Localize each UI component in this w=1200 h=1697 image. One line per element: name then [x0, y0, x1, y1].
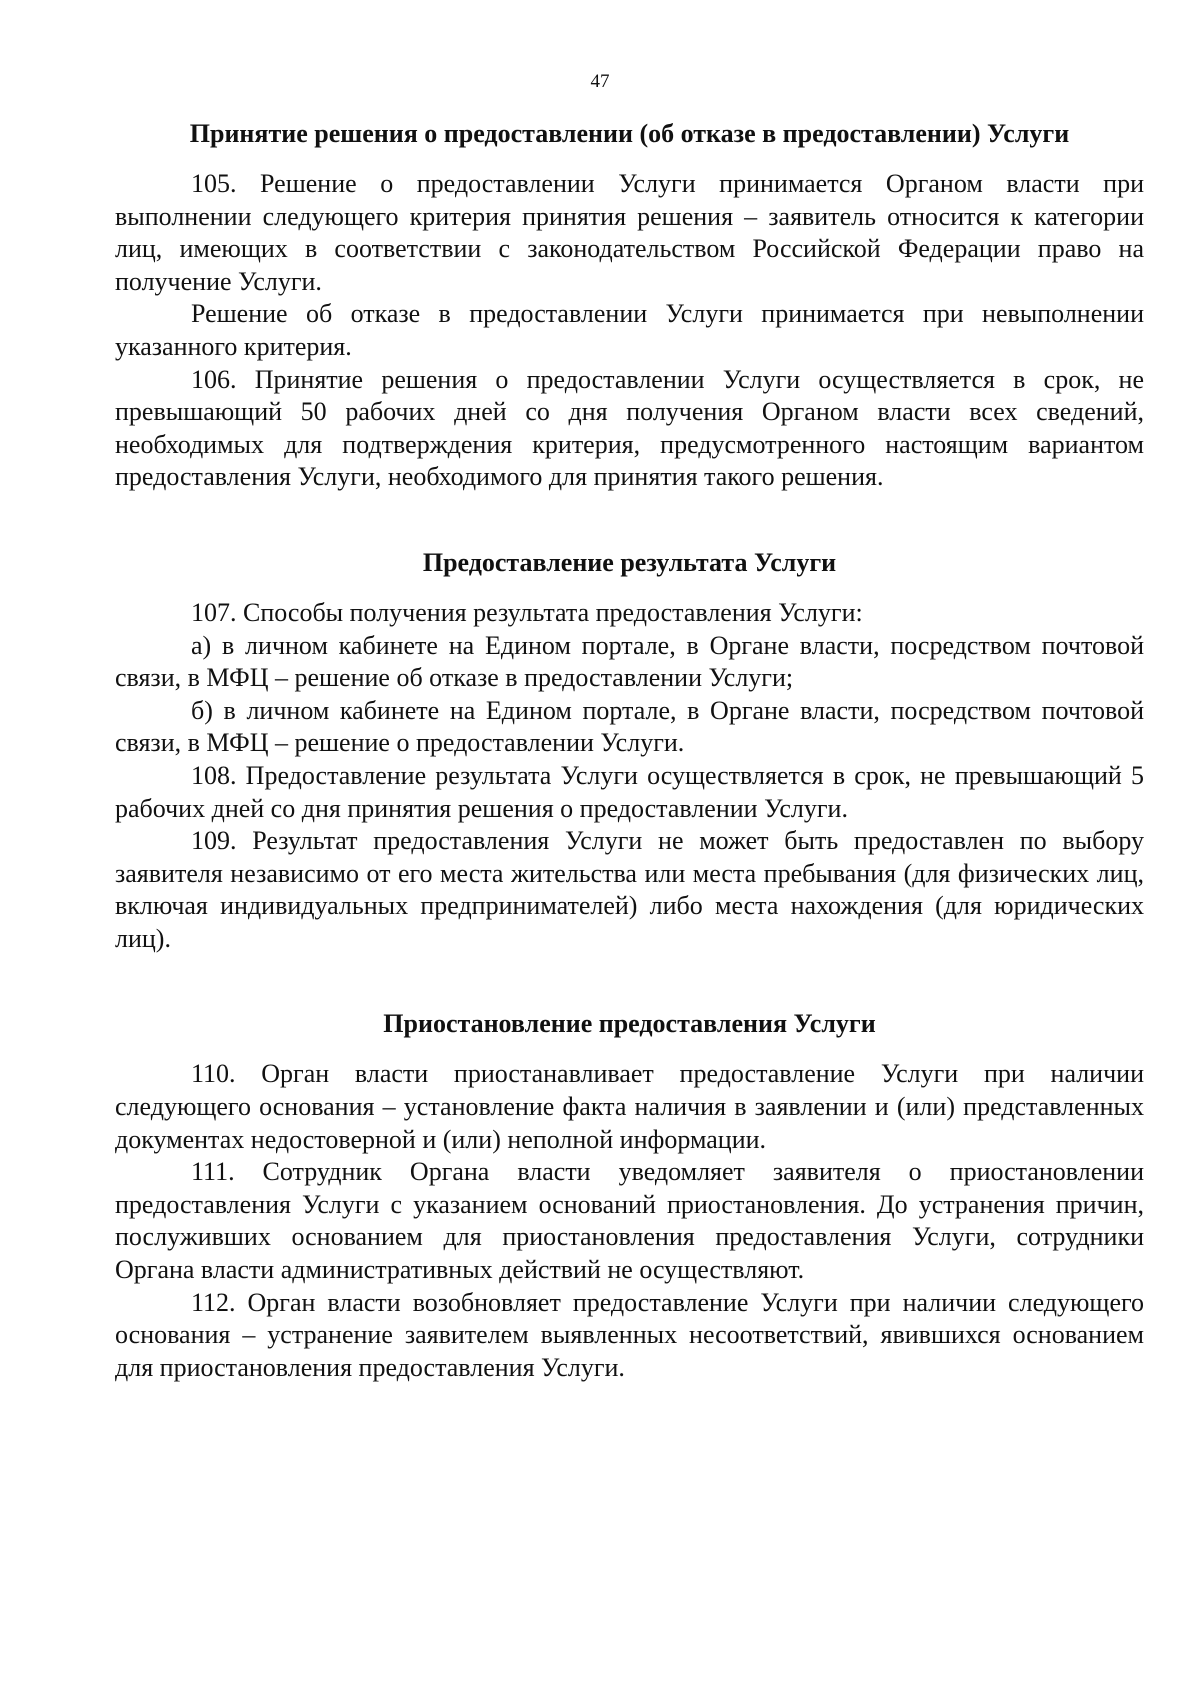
section-result: [115, 547, 1144, 956]
paragraph-107: 107. Способы получения результата предоставления Услуги:: [191, 597, 863, 627]
paragraph-106: 106. Принятие решения о предоставлении Услуги осуществляется в срок, не превышающий 50 рабочих дней со дня получения Органом власти всех сведений, необходимых для подтверждения критерия, предусмотренного настоящим вариантом предоставления Услуги, необходимого для принятия такого решения.: [115, 364, 1144, 492]
section-suspension: [115, 1008, 1144, 1384]
paragraph-107-a: а) в личном кабинете на Едином портале, в Органе власти, посредством почтовой связи, в МФЦ – решение об отказе в предоставлении Услуги;: [115, 630, 1144, 693]
section-title: Принятие решения о предоставлении (об отказе в предоставлении) Услуги: [189, 119, 1070, 148]
paragraph-111: 111. Сотрудник Органа власти уведомляет заявителя о приостановлении предоставления Услуги с указанием оснований приостановления. До устранения причин, послуживших основанием для приостановления предоставления Услуги, сотрудники Органа власти административных действий не осуществляют.: [115, 1157, 1144, 1285]
document-body: [115, 118, 1144, 1384]
paragraph-107-b: б) в личном кабинете на Едином портале, в Органе власти, посредством почтовой связи, в МФЦ – решение о предоставлении Услуги.: [115, 695, 1144, 758]
paragraph-108: 108. Предоставление результата Услуги осуществляется в срок, не превышающий 5 рабочих дней со дня принятия решения о предоставлении Услуги.: [115, 760, 1144, 823]
section-title: Предоставление результата Услуги: [422, 547, 837, 577]
paragraph-110: 110. Орган власти приостанавливает предоставление Услуги при наличии следующего основания – установление факта наличия в заявлении и (или) представленных документах недостоверной и (или) неполной информации.: [115, 1059, 1144, 1154]
section-title: Приостановление предоставления Услуги: [383, 1009, 876, 1039]
page-number: 47: [590, 71, 610, 92]
section-paragraphs: [115, 168, 1144, 494]
paragraph-109: 109. Результат предоставления Услуги не может быть предоставлен по выбору заявителя независимо от его места жительства или места пребывания (для физических лиц, включая индивидуальных предпринимателей) либо места нахождения (для юридических лиц).: [115, 826, 1144, 953]
paragraph-105: 105. Решение о предоставлении Услуги принимается Органом власти при выполнении следующего критерия принятия решения – заявитель относится к категории лиц, имеющих в соответствии с законодательством Российской Федерации право на получение Услуги.: [115, 169, 1144, 296]
section-decision: [115, 118, 1144, 494]
paragraph-refusal: Решение об отказе в предоставлении Услуги принимается при невыполнении указанного критерия.: [115, 299, 1144, 361]
section-paragraphs: [115, 597, 1144, 956]
paragraph-112: 112. Орган власти возобновляет предоставление Услуги при наличии следующего основания – устранение заявителем выявленных несоответствий, явившихся основанием для приостановления предоставления Услуги.: [115, 1287, 1144, 1382]
section-paragraphs: [115, 1058, 1144, 1384]
